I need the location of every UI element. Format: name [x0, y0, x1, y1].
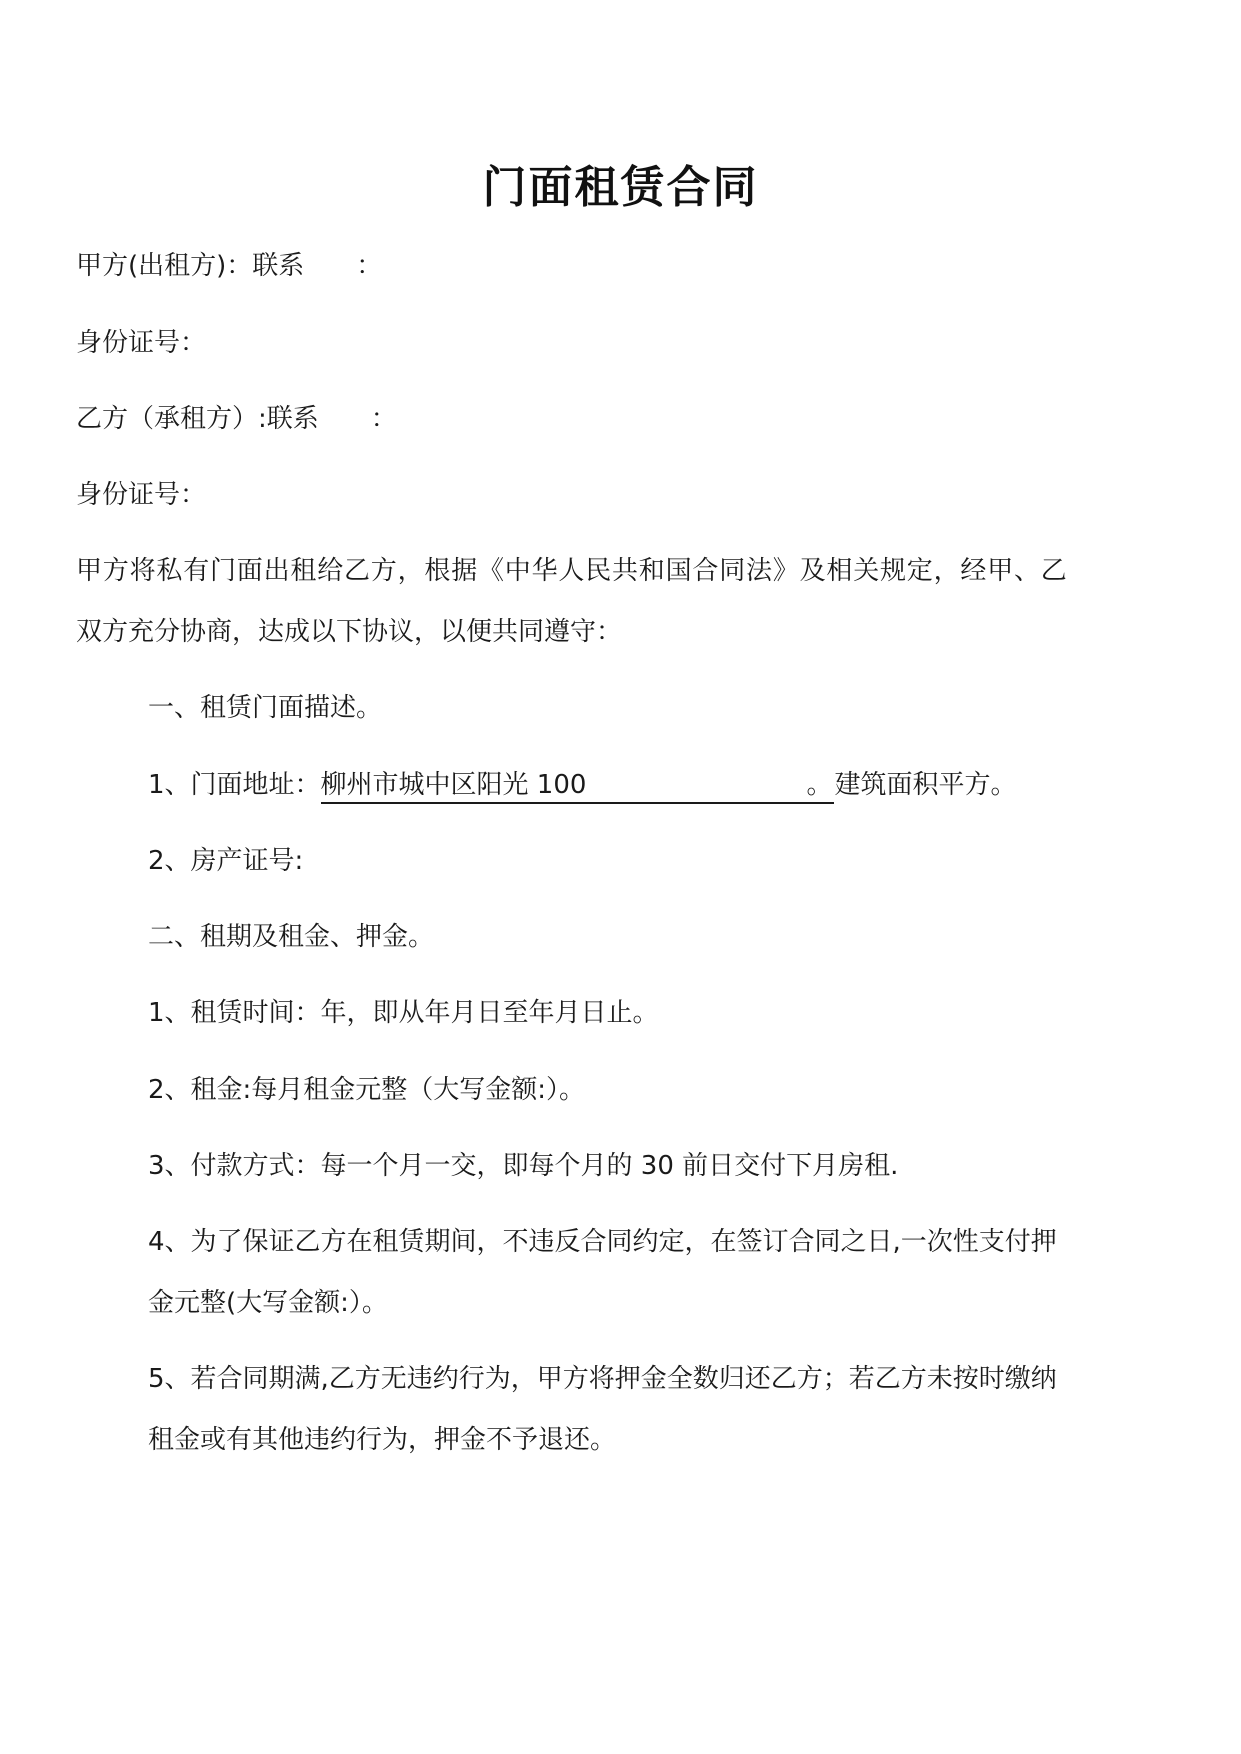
item-1-2-property-cert: 2、房产证号:	[148, 846, 304, 876]
document-title: 门面租赁合同	[482, 162, 759, 213]
party-b-id: 身份证号：	[76, 480, 207, 510]
area-text: 建筑面积平方。	[834, 770, 1017, 800]
item-2-2-rent: 2、租金:每月租金元整（大写金额:）。	[148, 1075, 586, 1105]
item-2-4-deposit-line-1: 4、为了保证乙方在租赁期间，不违反合同约定，在签订合同之日,一次性支付押	[148, 1227, 1057, 1257]
item-2-5-refund-line-1: 5、若合同期满,乙方无违约行为，甲方将押金全数归还乙方；若乙方未按时缴纳	[148, 1364, 1057, 1394]
item-2-3-payment: 3、付款方式：每一个月一交，即每个月的 30 前日交付下月房租.	[148, 1151, 899, 1181]
address-period: 。	[806, 770, 833, 800]
item-2-1-lease-term: 1、租赁时间：年，即从年月日至年月日止。	[148, 998, 659, 1028]
address-label: 1、门面地址：	[148, 770, 321, 800]
section-2-heading: 二、租期及租金、押金。	[148, 922, 435, 952]
party-b-line: 乙方（承租方）:联系 ：	[76, 404, 397, 434]
item-1-1-address-line	[148, 767, 1016, 804]
party-a-id: 身份证号：	[76, 328, 207, 358]
address-value: 柳州市城中区阳光 100	[320, 770, 587, 800]
item-2-5-refund-line-2: 租金或有其他违约行为，押金不予退还。	[148, 1425, 617, 1455]
section-1-heading: 一、租赁门面描述。	[148, 693, 383, 723]
item-2-4-deposit-line-2: 金元整(大写金额:）。	[148, 1288, 388, 1318]
party-a-line: 甲方(出租方)：联系 ：	[76, 251, 383, 281]
intro-paragraph-line-1: 甲方将私有门面出租给乙方，根据《中华人民共和国合同法》及相关规定，经甲、乙	[76, 556, 1068, 586]
address-field	[321, 768, 835, 804]
intro-paragraph-line-2: 双方充分协商，达成以下协议，以便共同遵守：	[76, 617, 623, 647]
